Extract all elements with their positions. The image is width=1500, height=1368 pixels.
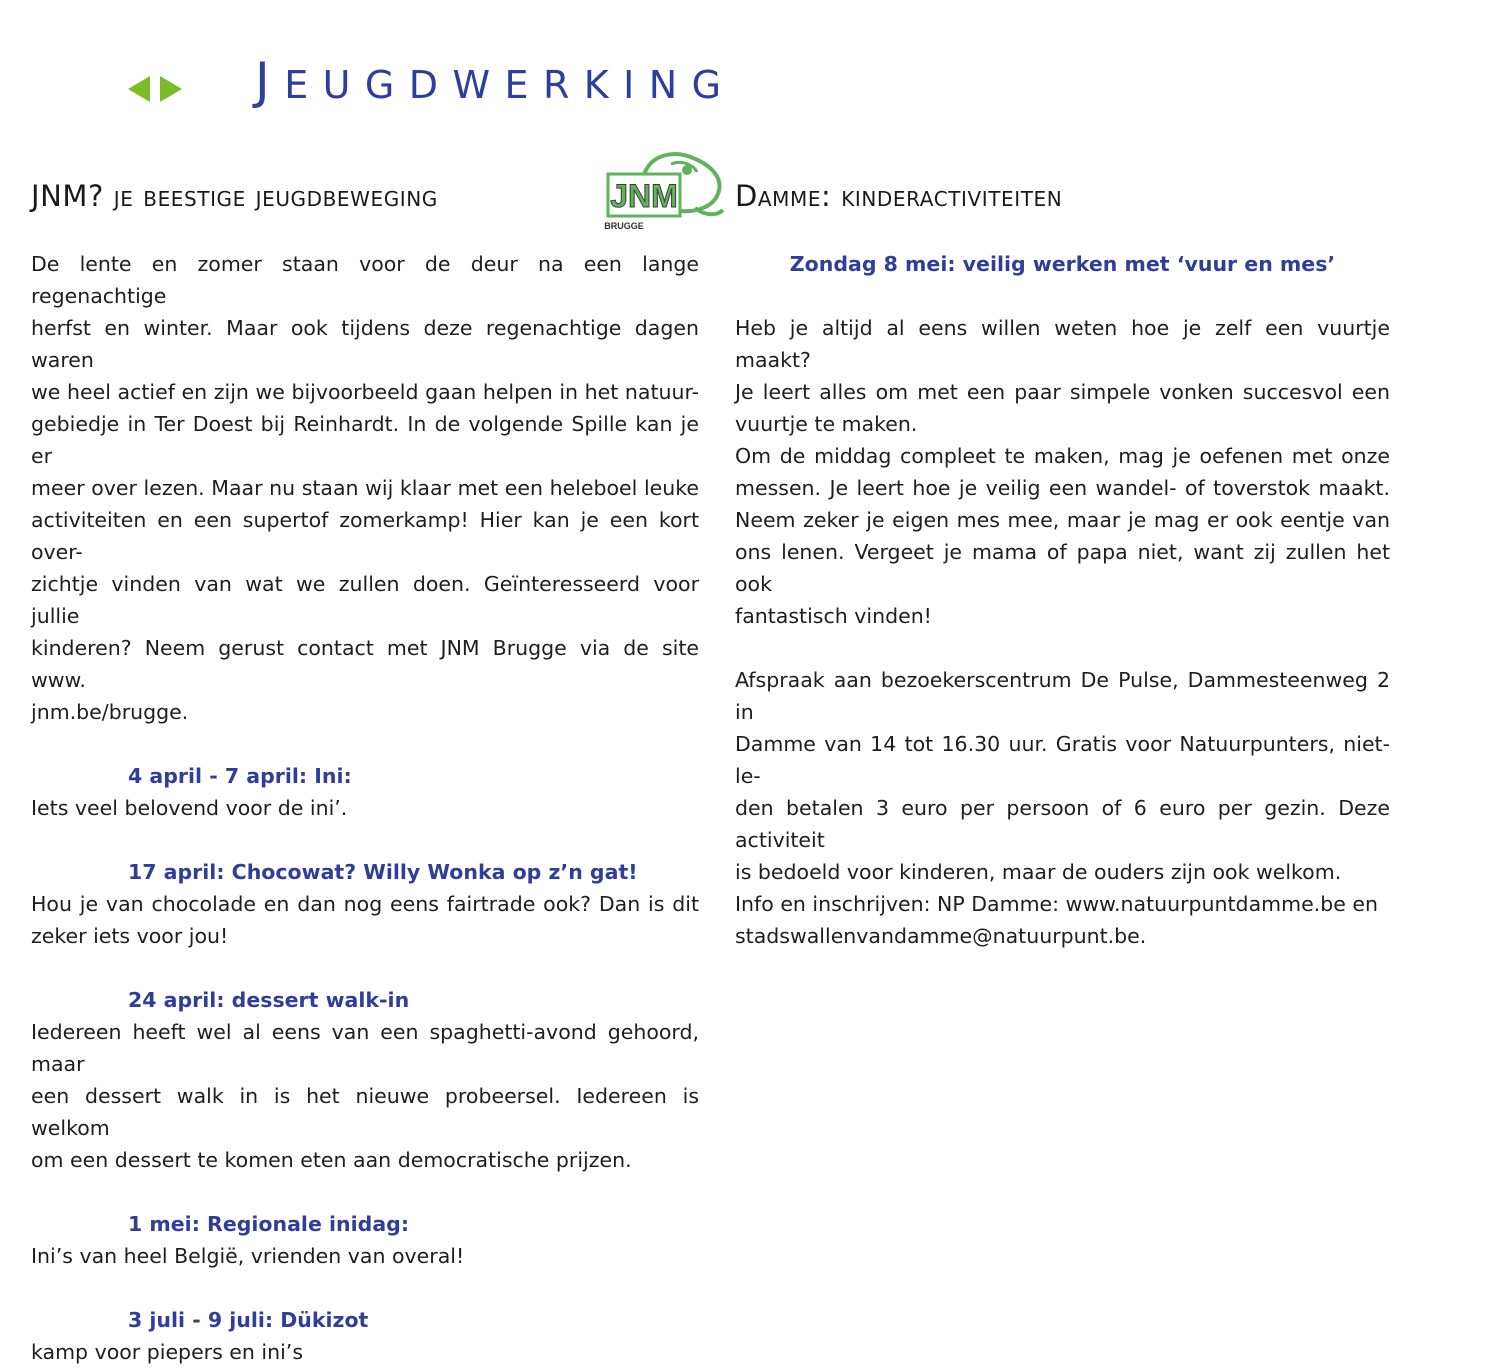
- event-description: [31, 888, 699, 952]
- section-title-initial: J: [255, 52, 285, 110]
- logo-text: JNM: [610, 178, 678, 214]
- left-column: [31, 150, 699, 1368]
- right-paragraph-practical: [735, 664, 1390, 952]
- event-title: 4 april - 7 april: Ini:: [128, 764, 352, 788]
- text-line: Afspraak aan bezoekerscentrum De Pulse, Dammesteenweg 2 in: [735, 668, 1390, 724]
- event-description: [31, 1240, 699, 1272]
- text-line: Iedereen heeft wel al eens van een spaghetti-avond gehoord, maar: [31, 1020, 699, 1076]
- left-heading-row: [31, 150, 699, 236]
- text-line: jnm.be/brugge.: [31, 700, 189, 724]
- text-line: een dessert walk in is het nieuwe probeersel. Iedereen is welkom: [31, 1084, 699, 1140]
- section-title-rest: EUGDWERKING: [284, 63, 736, 107]
- text-line: Damme van 14 tot 16.30 uur. Gratis voor Natuurpunters, niet-le-: [735, 732, 1390, 788]
- text-line: Heb je altijd al eens willen weten hoe je zelf een vuurtje maakt?: [735, 316, 1390, 372]
- text-line: messen. Je leert hoe je veilig een wandel- of toverstok maakt.: [735, 476, 1390, 500]
- event-description: [31, 1016, 699, 1176]
- event-title: 3 juli - 9 juli: Dükizot: [128, 1308, 369, 1332]
- text-line: vuurtje te maken.: [735, 412, 918, 436]
- text-line: Neem zeker je eigen mes mee, maar je mag er ook eentje van: [735, 508, 1390, 532]
- event-title: 24 april: dessert walk-in: [128, 988, 410, 1012]
- text-line: den betalen 3 euro per persoon of 6 euro per gezin. Deze activiteit: [735, 796, 1390, 852]
- text-line: we heel actief en zijn we bijvoorbeeld gaan helpen in het natuur-: [31, 380, 699, 404]
- text-line: zeker iets voor jou!: [31, 924, 229, 948]
- left-heading: JNM? je beestige jeugdbeweging: [31, 179, 438, 213]
- text-line: De lente en zomer staan voor de deur na een lange regenachtige: [31, 252, 699, 308]
- event-title: 17 april: Chocowat? Willy Wonka op z’n gat!: [128, 860, 638, 884]
- text-line: kinderen? Neem gerust contact met JNM Brugge via de site www.: [31, 636, 699, 692]
- text-line: meer over lezen. Maar nu staan wij klaar met een heleboel leuke: [31, 476, 699, 500]
- text-line: Info en inschrijven: NP Damme: www.natuurpuntdamme.be en: [735, 892, 1378, 916]
- text-line: herfst en winter. Maar ook tijdens deze regenachtige dagen waren: [31, 316, 699, 372]
- jnm-logo: [575, 150, 731, 234]
- text-line: fantastisch vinden!: [735, 604, 932, 628]
- text-line: Je leert alles om met een paar simpele vonken succesvol een: [735, 380, 1390, 404]
- text-line: kamp voor piepers en ini’s: [31, 1340, 304, 1364]
- event-description: [31, 1336, 699, 1368]
- right-event-title: Zondag 8 mei: veilig werken met ‘vuur en mes’: [789, 252, 1336, 276]
- text-line: activiteiten en een supertof zomerkamp! Hier kan je een kort over-: [31, 508, 699, 564]
- text-line: om een dessert te komen eten aan democratische prijzen.: [31, 1148, 632, 1172]
- right-paragraph-activity: [735, 312, 1390, 632]
- text-line: gebiedje in Ter Doest bij Reinhardt. In de volgende Spille kan je er: [31, 412, 699, 468]
- text-line: Hou je van chocolade en dan nog eens fairtrade ook? Dan is dit: [31, 892, 699, 916]
- left-intro-paragraph: [31, 248, 699, 728]
- text-line: Iets veel belovend voor de ini’.: [31, 796, 348, 820]
- event-title: 1 mei: Regionale inidag:: [128, 1212, 410, 1236]
- logo-subtext: BRUGGE: [604, 221, 644, 231]
- section-title: [255, 52, 736, 110]
- text-line: stadswallenvandamme@natuurpunt.be.: [735, 924, 1147, 948]
- left-right-arrows-icon: [128, 76, 182, 102]
- right-heading-row: [735, 150, 1390, 236]
- text-line: ons lenen. Vergeet je mama of papa niet, want zij zullen het ook: [735, 540, 1390, 596]
- right-heading: Damme: kinderactiviteiten: [735, 179, 1063, 213]
- text-line: Om de middag compleet te maken, mag je oefenen met onze: [735, 444, 1390, 468]
- right-column: [735, 150, 1390, 952]
- text-line: is bedoeld voor kinderen, maar de ouders zijn ook welkom.: [735, 860, 1342, 884]
- text-line: Ini’s van heel België, vrienden van overal!: [31, 1244, 465, 1268]
- text-line: zichtje vinden van wat we zullen doen. Geïnteresseerd voor jullie: [31, 572, 699, 628]
- left-events: [31, 728, 699, 1368]
- event-description: [31, 792, 699, 824]
